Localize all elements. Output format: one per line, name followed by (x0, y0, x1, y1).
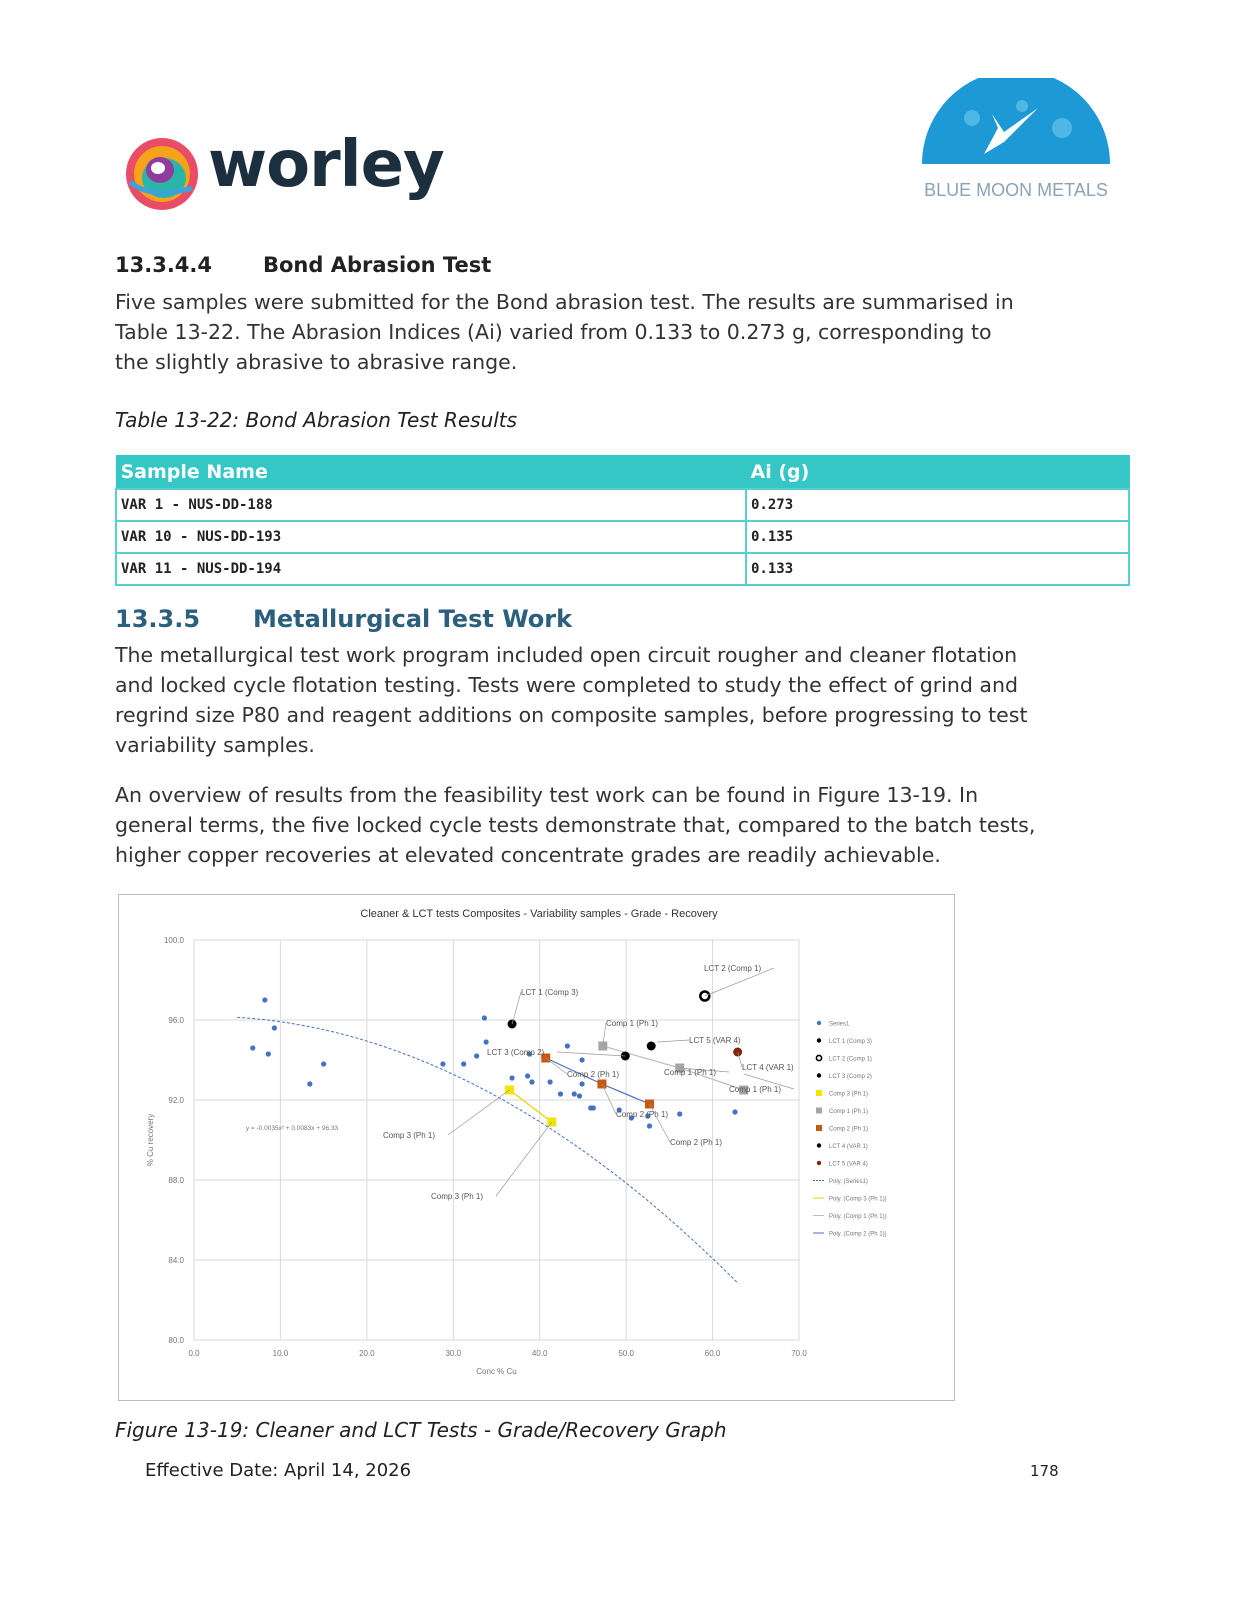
x-tick-label: 70.0 (791, 1349, 807, 1358)
y-tick-label: 92.0 (168, 1096, 184, 1105)
figure-caption: Figure 13-19: Cleaner and LCT Tests - Grade/Recovery Graph (115, 1418, 727, 1442)
worley-logo-text: worley (208, 128, 444, 202)
data-point (591, 1105, 596, 1110)
legend-marker (816, 1125, 822, 1131)
legend-label: LCT 3 (Comp 2) (829, 1074, 872, 1080)
paragraph-line: higher copper recoveries at elevated concentrate grades are readily achievable. (115, 843, 941, 867)
metallurgical-paragraph-2 (115, 780, 1175, 870)
legend-label: Poly. (Comp 2 (Ph 1)) (829, 1231, 887, 1238)
legend-label: Series1 (829, 1021, 850, 1028)
data-point (484, 1039, 489, 1044)
annotation-label: Comp 3 (Ph 1) (431, 1192, 484, 1201)
legend-label: Comp 2 (Ph 1) (829, 1126, 869, 1133)
legend-marker (817, 1038, 821, 1042)
data-point (579, 1081, 584, 1086)
legend-label: Poly. (Comp 1 (Ph 1)) (829, 1214, 887, 1220)
y-tick-label: 96.0 (168, 1016, 184, 1025)
annotation-leader (496, 1122, 552, 1196)
annotation-label: Comp 1 (Ph 1) (606, 1019, 659, 1028)
data-point (321, 1061, 326, 1066)
trendline-comp3 (509, 1090, 551, 1122)
bond-paragraph-line: Table 13-22. The Abrasion Indices (Ai) varied from 0.133 to 0.273 g, corresponding to (115, 320, 992, 344)
data-point (461, 1061, 466, 1066)
section-number-bond: 13.3.4.4 (115, 253, 212, 277)
legend-label: Poly. (Series1) (829, 1179, 868, 1185)
data-point (565, 1043, 570, 1048)
legend-label: LCT 1 (Comp 3) (829, 1039, 872, 1045)
annotation-label: Comp 2 (Ph 1) (670, 1138, 723, 1147)
bond-paragraph-line: Five samples were submitted for the Bond abrasion test. The results are summarised in (115, 290, 1014, 314)
legend-label: LCT 5 (VAR 4) (829, 1161, 868, 1168)
table-caption: Table 13-22: Bond Abrasion Test Results (115, 408, 518, 432)
table-row (116, 489, 1129, 521)
annotation-label: LCT 2 (Comp 1) (704, 964, 762, 973)
table-header-row (116, 456, 1129, 490)
annotation-leader (557, 1052, 625, 1056)
table-cell-ai: 0.135 (746, 521, 1129, 553)
data-point (307, 1081, 312, 1086)
legend-label: LCT 2 (Comp 1) (829, 1056, 872, 1063)
data-point (647, 1042, 656, 1051)
annotation-label: Comp 3 (Ph 1) (383, 1131, 436, 1140)
annotation-leader (448, 1090, 509, 1135)
data-point (579, 1057, 584, 1062)
x-tick-label: 0.0 (188, 1349, 200, 1358)
legend-label: Poly. (Comp 3 (Ph 1)) (829, 1196, 887, 1203)
section-title-metallurgical: Metallurgical Test Work (253, 605, 573, 633)
table-row (116, 553, 1129, 585)
trend-equation: y = -0.0035x² + 0.0083x + 96.33 (245, 1125, 339, 1132)
bond-abrasion-table (115, 455, 1130, 586)
effective-date: Effective Date: April 14, 2026 (145, 1460, 412, 1481)
data-point (262, 997, 267, 1002)
legend-marker (817, 1143, 821, 1147)
data-point (529, 1079, 534, 1084)
table-cell-sample: VAR 10 - NUS-DD-193 (116, 521, 746, 553)
chart-title: Cleaner & LCT tests Composites - Variability samples - Grade - Recovery (360, 908, 718, 920)
annotation-label: LCT 3 (Comp 2) (487, 1048, 545, 1057)
section-number-metallurgical: 13.3.5 (115, 605, 201, 633)
legend-marker (817, 1021, 821, 1025)
x-tick-label: 50.0 (618, 1349, 634, 1358)
bond-paragraph-line: the slightly abrasive to abrasive range. (115, 350, 518, 374)
grade-recovery-chart (118, 894, 955, 1401)
data-point (732, 1109, 737, 1114)
worley-swirl-icon (126, 138, 198, 210)
annotation-label: Comp 2 (Ph 1) (567, 1070, 620, 1079)
paragraph-line: variability samples. (115, 733, 315, 757)
x-tick-label: 10.0 (272, 1349, 289, 1358)
table-cell-ai: 0.133 (746, 553, 1129, 585)
legend-marker (817, 1161, 821, 1165)
data-point (647, 1123, 652, 1128)
data-point (558, 1091, 563, 1096)
data-point (266, 1051, 271, 1056)
annotation-label: Comp 2 (Ph 1) (616, 1110, 669, 1119)
data-point (440, 1061, 445, 1066)
bond-paragraph (115, 287, 1155, 377)
annotation-label: LCT 1 (Comp 3) (521, 988, 579, 997)
moon-icon (922, 78, 1110, 164)
y-tick-label: 84.0 (168, 1256, 184, 1265)
data-point (572, 1091, 577, 1096)
legend-marker (816, 1090, 822, 1096)
page-number: 178 (1030, 1462, 1059, 1480)
data-point (577, 1093, 582, 1098)
legend-label: Comp 1 (Ph 1) (829, 1109, 869, 1115)
data-point (272, 1025, 277, 1030)
legend-marker (817, 1073, 821, 1077)
x-tick-label: 40.0 (531, 1349, 548, 1358)
paragraph-line: The metallurgical test work program included open circuit rougher and cleaner flotation (115, 643, 1018, 667)
paragraph-line: and locked cycle flotation testing. Tests were completed to study the effect of grind and (115, 673, 1018, 697)
x-axis-label: Conc % Cu (476, 1367, 517, 1376)
data-point (509, 1075, 514, 1080)
annotation-leader (657, 1040, 689, 1042)
table-cell-sample: VAR 11 - NUS-DD-194 (116, 553, 746, 585)
x-tick-label: 20.0 (359, 1349, 375, 1358)
annotation-label: LCT 5 (VAR 4) (689, 1036, 741, 1045)
data-point (547, 1118, 556, 1127)
legend-marker (816, 1108, 822, 1114)
table-cell-ai: 0.273 (746, 489, 1129, 521)
annotation-label: Comp 1 (Ph 1) (729, 1085, 782, 1094)
y-axis-label: % Cu recovery (146, 1113, 155, 1167)
trendline-series1 (237, 1017, 738, 1283)
annotation-label: LCT 4 (VAR 1) (742, 1063, 794, 1072)
table-cell-sample: VAR 1 - NUS-DD-188 (116, 489, 746, 521)
data-point (482, 1015, 487, 1020)
data-point (547, 1079, 552, 1084)
data-point (525, 1073, 530, 1078)
x-tick-label: 60.0 (704, 1349, 721, 1358)
data-point (677, 1111, 682, 1116)
metallurgical-paragraph-1 (115, 640, 1175, 760)
legend-label: Comp 3 (Ph 1) (829, 1091, 869, 1098)
legend-label: LCT 4 (VAR 1) (829, 1144, 868, 1150)
data-point (474, 1053, 479, 1058)
paragraph-line: regrind size P80 and reagent additions on composite samples, before progressing to test (115, 703, 1028, 727)
y-tick-label: 100.0 (163, 936, 184, 945)
table-row (116, 521, 1129, 553)
table-header-sample-name: Sample Name (116, 456, 746, 490)
annotation-label: Comp 1 (Ph 1) (664, 1068, 717, 1077)
paragraph-line: general terms, the five locked cycle tests demonstrate that, compared to the batch tests, (115, 813, 1036, 837)
paragraph-line: An overview of results from the feasibility test work can be found in Figure 13-19. In (115, 783, 979, 807)
y-tick-label: 80.0 (168, 1336, 184, 1345)
data-point (250, 1045, 255, 1050)
annotation-leader (512, 992, 521, 1024)
x-tick-label: 30.0 (445, 1349, 462, 1358)
legend-marker (816, 1055, 821, 1060)
blue-moon-metals-wordmark: BLUE MOON METALS (924, 180, 1108, 200)
y-tick-label: 88.0 (168, 1176, 184, 1185)
section-title-bond: Bond Abrasion Test (263, 253, 492, 277)
chart-svg (119, 895, 954, 1400)
table-header-ai: Ai (g) (746, 456, 1129, 490)
blue-moon-metals-logo (912, 78, 1120, 208)
